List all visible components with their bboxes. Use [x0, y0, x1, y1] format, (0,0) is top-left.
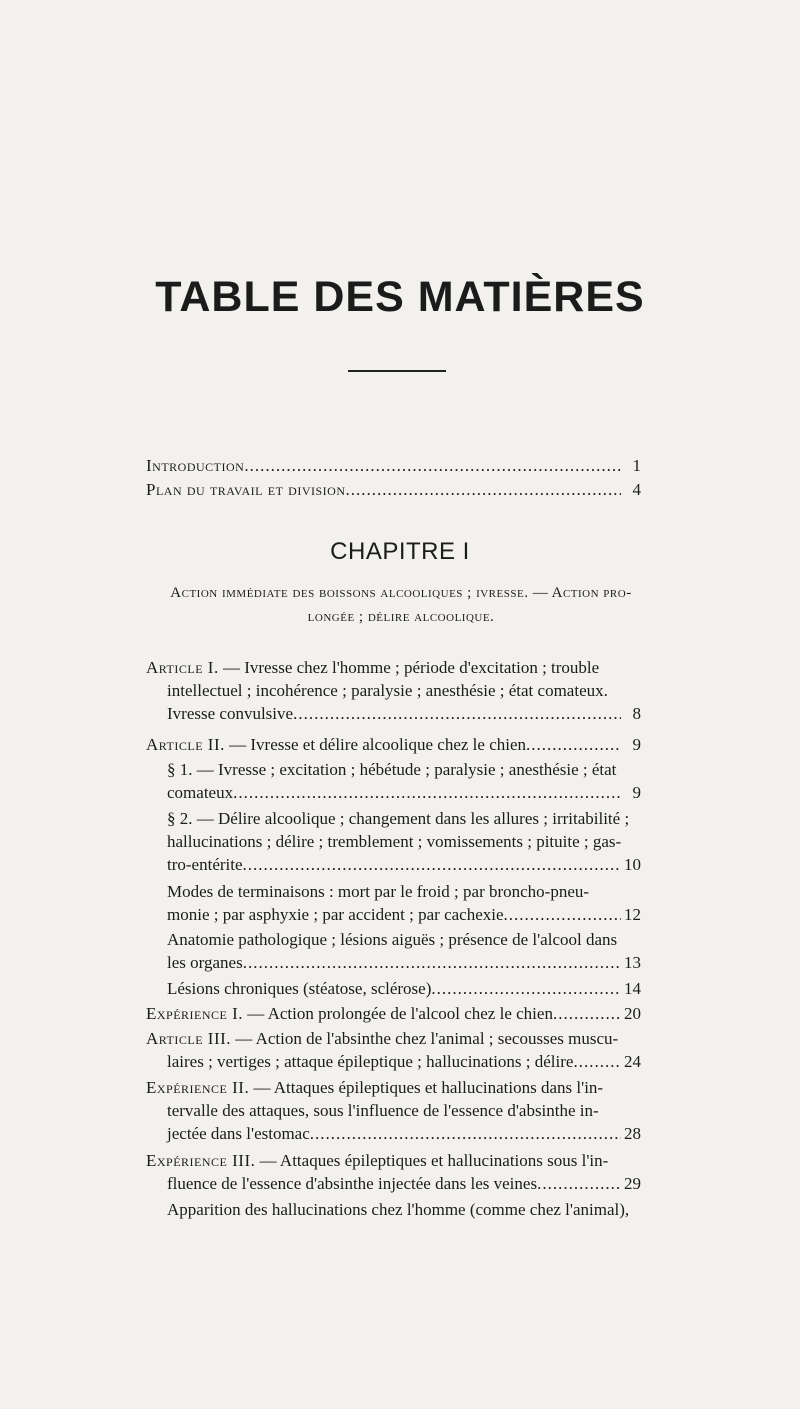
toc-text: Apparition des hallucinations chez l'homme (comme chez l'animal),: [167, 1200, 630, 1219]
toc-page: 9: [632, 783, 641, 802]
page-title: TABLE DES MATIÈRES: [155, 273, 645, 321]
toc-lead: Article I.: [146, 658, 219, 677]
toc-text: — Ivresse et délire alcoolique chez le chien: [224, 735, 527, 754]
chapter-subtitle-line: Action immédiate des boissons alcooliques ; ivresse. — Action pro-: [170, 585, 632, 601]
toc-page: 10: [624, 855, 641, 874]
chapter-subtitle-line: longée ; délire alcoolique.: [307, 609, 495, 625]
toc-text: comateux: [167, 783, 234, 802]
toc-page: 13: [624, 953, 641, 972]
toc-lead: Expérience I.: [146, 1004, 244, 1023]
toc-text: — Action prolongée de l'alcool chez le chien: [243, 1004, 553, 1023]
leader-dots: [526, 733, 621, 756]
toc-text: jectée dans l'estomac: [167, 1124, 310, 1143]
toc-text: les organes: [167, 953, 243, 972]
leader-dots: [537, 1172, 621, 1195]
leader-dots: [553, 1002, 621, 1025]
toc-entry-experience-3: [146, 1149, 641, 1195]
toc-text: Anatomie pathologique ; lésions aiguës ; présence de l'alcool dans: [167, 930, 618, 949]
toc-page: 24: [624, 1052, 641, 1071]
toc-text: — Attaques épileptiques et hallucinations sous l'in-: [255, 1151, 609, 1170]
toc-lead: Article II.: [146, 735, 225, 754]
leader-dots: [310, 1122, 621, 1145]
toc-page: 28: [624, 1124, 641, 1143]
toc-lead: § 1.: [167, 760, 193, 779]
toc-entry-article-3: [146, 1027, 641, 1073]
toc-text: monie ; par asphyxie ; par accident ; par cachexie: [167, 905, 504, 924]
toc-lead: Article III.: [146, 1029, 232, 1048]
toc-entry-modes: [167, 880, 641, 926]
leader-dots: [346, 478, 622, 501]
toc-page: 1: [632, 456, 641, 475]
toc-text: fluence de l'essence d'absinthe injectée dans les veines: [167, 1174, 538, 1193]
toc-text: Ivresse convulsive: [167, 704, 294, 723]
toc-text: tervalle des attaques, sous l'influence de l'essence d'absinthe in-: [167, 1101, 599, 1120]
toc-text: — Délire alcoolique ; changement dans les allures ; irritabilité ;: [192, 809, 630, 828]
toc-entry-introduction: [146, 454, 641, 477]
toc-label: Introduction: [146, 456, 245, 475]
toc-page: 29: [624, 1174, 641, 1193]
toc-lead: § 2.: [167, 809, 193, 828]
toc-text: tro-entérite: [167, 855, 243, 874]
toc-text: — Ivresse ; excitation ; hébétude ; paralysie ; anesthésie ; état: [192, 760, 617, 779]
toc-text: — Ivresse chez l'homme ; période d'excitation ; trouble: [218, 658, 600, 677]
leader-dots: [504, 903, 621, 926]
toc-entry-plan: [146, 478, 641, 501]
toc-page: 12: [624, 905, 641, 924]
toc-text: laires ; vertiges ; attaque épileptique ; hallucinations ; délire: [167, 1052, 574, 1071]
toc-entry-section-1: [167, 758, 641, 804]
toc-entry-section-2: [167, 807, 641, 876]
toc-entry-anatomie: [167, 928, 641, 974]
toc-page: 8: [632, 704, 641, 723]
toc-entry-article-1: [146, 656, 641, 725]
toc-page: 20: [624, 1004, 641, 1023]
toc-entry-article-2: [146, 733, 641, 756]
toc-page: 4: [632, 480, 641, 499]
leader-dots: [244, 454, 621, 477]
toc-text: — Action de l'absinthe chez l'animal ; secousses muscu-: [231, 1029, 619, 1048]
chapter-subtitle: [146, 581, 656, 629]
leader-dots: [233, 781, 621, 804]
toc-entry-experience-1: [146, 1002, 641, 1025]
toc-text: — Attaques épileptiques et hallucinations dans l'in-: [249, 1078, 604, 1097]
leader-dots: [243, 853, 621, 876]
toc-text: Lésions chroniques (stéatose, sclérose): [167, 979, 432, 998]
toc-text: hallucinations ; délire ; tremblement ; vomissements ; pituite ; gas-: [167, 832, 622, 851]
leader-dots: [293, 702, 621, 725]
chapter-heading: CHAPITRE I: [330, 538, 470, 565]
toc-text: Modes de terminaisons : mort par le froid ; par broncho-pneu-: [167, 882, 590, 901]
toc-lead: Expérience III.: [146, 1151, 256, 1170]
toc-text: intellectuel ; incohérence ; paralysie ; anesthésie ; état comateux.: [167, 681, 608, 700]
toc-label: Plan du travail et division: [146, 480, 346, 499]
toc-page: 14: [624, 979, 641, 998]
title-rule: [348, 370, 446, 372]
leader-dots: [431, 977, 621, 1000]
leader-dots: [243, 951, 621, 974]
toc-entry-apparition: [167, 1198, 641, 1221]
toc-entry-experience-2: [146, 1076, 641, 1145]
toc-entry-lesions: [167, 977, 641, 1000]
toc-lead: Expérience II.: [146, 1078, 250, 1097]
toc-page: 9: [632, 735, 641, 754]
leader-dots: [573, 1050, 621, 1073]
